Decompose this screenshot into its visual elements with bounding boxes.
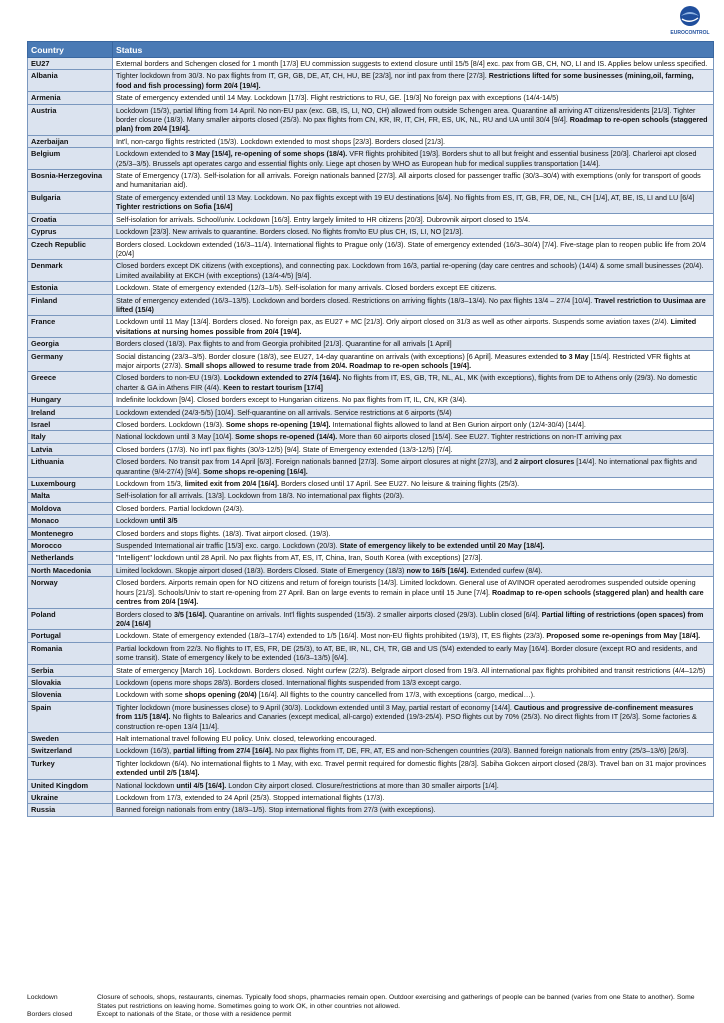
country-cell: Hungary (28, 394, 113, 406)
status-text: National lockdown (116, 780, 177, 790)
status-cell (113, 70, 714, 92)
status-highlight: 3 May [15/4], re-opening of some shops (18/4). (189, 149, 348, 159)
country-cell: Poland (28, 608, 113, 630)
status-text: Quarantine on arrivals. Int'l flights suspended (15/3). 2 smaller airports closed (29/3). Lublin closed [6/4]. (206, 609, 542, 619)
country-cell: Finland (28, 294, 113, 316)
status-text: Int'l, non-cargo flights restricted (15/3). Lockdown extended to most shops [23/3]. Borders closed [21/3]. (116, 136, 445, 146)
country-cell: North Macedonia (28, 564, 113, 576)
table-row (28, 745, 714, 757)
status-text: State of Emergency (17/3). Self-isolation for all arrivals. Foreign nationals banned [27/3]. All airports closed for passenger traffic (30/3–30/4) with exemptions (only for transport of goods and humanitarian aid). (116, 171, 701, 190)
status-text: More than 60 airports closed [15/4]. See EU27. Tighter restrictions on non-IT arriving pax (337, 432, 622, 442)
status-cell (113, 104, 714, 135)
status-text: Banned foreign nationals from entry (18/3–1/5). Stop international flights from 27/3 (with exceptions). (116, 805, 436, 815)
status-cell (113, 608, 714, 630)
table-row (28, 406, 714, 418)
status-highlight: shops opening (20/4) (184, 690, 257, 700)
table-row (28, 226, 714, 238)
table-row (28, 316, 714, 338)
table-row (28, 372, 714, 394)
logo-text: EUROCONTROL (670, 30, 710, 36)
status-highlight: limited exit from 20/4 [16/4]. (184, 479, 279, 489)
table-row (28, 490, 714, 502)
status-cell (113, 294, 714, 316)
status-text: International flights allowed to land at Ben Gurion airport only (12/4-30/4) [14/4]. (330, 420, 586, 429)
table-header-row (28, 42, 714, 58)
status-highlight: Partial lifting of restrictions (open spaces) from 20/4 [16/4] (116, 609, 704, 628)
status-text: Lockdown. State of emergency extended (12/3–1/5). Self-isolation for many arrivals. Closed borders except EE citizens. (116, 283, 497, 293)
status-cell (113, 282, 714, 294)
status-text: Lockdown (opens more shops 28/3). Borders closed. International flights suspended from 13/3 except cargo. (116, 677, 462, 687)
status-text: No flights from IT, ES, GB, TR, NL, AL, MK (with exceptions), flights from DE to Athens only (29/3). No domestic charter & GA in Athens FIR (4/4). (116, 373, 698, 392)
country-cell: France (28, 316, 113, 338)
status-text: Tighter lockdown (6/4). No international flights to 1 May, with exc. Travel permit required for domestic flights [28/3]. Sabiha Gokcen airport closed (28/3). Travel ban on 31 major provinces (116, 758, 707, 768)
status-text: Self-isolation for arrivals. School/univ. Lockdown [16/3]. Entry largely limited to HR citizens [20/3]. Dubrovnik airport closed to 15/4. (116, 214, 531, 224)
status-cell (113, 456, 714, 478)
status-text: Lockdown until 11 May [13/4]. Borders closed. No foreign pax, as EU27 + MC [21/3]. Orly airport closed on 31/3 as well as other airports. Suspends some aviation taxes (2/4). (116, 317, 671, 327)
table-row (28, 135, 714, 147)
status-text: Lockdown (16/3), (116, 746, 174, 756)
country-cell: Denmark (28, 260, 113, 282)
table-row (28, 664, 714, 676)
status-cell (113, 316, 714, 338)
header-country: Country (28, 42, 113, 58)
table-row (28, 170, 714, 192)
status-highlight: Some shops re-opening [19/4]. (225, 420, 331, 429)
status-cell (113, 515, 714, 527)
status-cell (113, 732, 714, 744)
status-cell (113, 792, 714, 804)
table-row (28, 431, 714, 443)
status-highlight: State of emergency likely to be extended until 20 May [18/4]. (339, 541, 545, 551)
table-row (28, 630, 714, 642)
status-cell (113, 564, 714, 576)
status-cell (113, 338, 714, 350)
status-highlight: to 3 May (559, 351, 589, 361)
status-text: Closed borders (17/3). No int'l pax flights (30/3-12/5) [9/4]. State of Emergency extended (13/3-12/5) [7/4]. (116, 444, 453, 454)
table-row (28, 70, 714, 92)
status-highlight: 3/5 [16/4]. (173, 609, 207, 619)
status-text: [15/4]. Restricted VFR flights at major airports (27/3). (116, 351, 691, 370)
header-status: Status (113, 42, 714, 58)
status-text: Lockdown extended to (116, 149, 190, 159)
status-cell (113, 642, 714, 664)
status-text: "Intelligent" lockdown until 28 April. No pax flights from AT, ES, IT, China, Iran, South Korea (with exceptions) [27/3]. (116, 553, 483, 563)
country-cell: Montenegro (28, 527, 113, 539)
status-cell (113, 226, 714, 238)
status-cell (113, 148, 714, 170)
table-row (28, 456, 714, 478)
status-text: Closed borders to non-EU (19/3). (116, 373, 224, 383)
status-text: Closed borders. No transit pax from 14 April [6/3]. Foreign nationals banned [27/3]. Some airport closures at night [27/3], and (116, 457, 514, 467)
country-cell: Lithuania (28, 456, 113, 478)
table-row (28, 676, 714, 688)
table-row (28, 419, 714, 431)
table-row (28, 394, 714, 406)
status-text: Lockdown. State of emergency extended (18/3–17/4) extended to 1/5 [16/4]. Most non-EU flights prohibited (19/3), IT, ES flights (23/3). (116, 631, 547, 641)
table-row (28, 338, 714, 350)
legend-item (27, 1011, 713, 1020)
status-text: No pax flights from IT, DE, FR, AT, ES and non-Schengen countries (20/3). Banned foreign nationals from entry (25/3–13/6) [26/3]. (273, 746, 689, 756)
table-row (28, 191, 714, 213)
status-highlight: 2 airport closures (513, 457, 575, 467)
status-cell (113, 804, 714, 816)
country-cell: Georgia (28, 338, 113, 350)
status-cell (113, 527, 714, 539)
country-cell: Latvia (28, 443, 113, 455)
table-row (28, 689, 714, 701)
country-cell: Israel (28, 419, 113, 431)
status-text: State of emergency extended until 14 May. Lockdown [17/3]. Flight restrictions to RU, GE. [19/3] No foreign pax with exceptions (14/4-14/5) (116, 93, 559, 103)
status-cell (113, 443, 714, 455)
status-cell (113, 213, 714, 225)
country-cell: Morocco (28, 540, 113, 552)
status-cell (113, 502, 714, 514)
country-cell: Netherlands (28, 552, 113, 564)
legend-definition: Closure of schools, shops, restaurants, cinemas. Typically food shops, pharmacies remain open. Outdoor exercising and gatherings of people can be banned (varies from one State to another). Some States put restrictions on leaving home. Sometimes going to work OK, in other countries not allowed. (97, 994, 695, 1010)
status-text: Limited lockdown. Skopje airport closed (18/3). Borders Closed. State of Emergency (18/3) (116, 565, 407, 575)
status-cell (113, 540, 714, 552)
table-row (28, 443, 714, 455)
status-text: State of emergency [March 16]. Lockdown. Borders closed. Night curfew (22/3). Belgrade airport closed from 19/3. All international pax flights prohibited and transit restrictions (4/4–12/5) (116, 665, 706, 675)
status-highlight: partial lifting from 27/4 [16/4]. (173, 746, 273, 756)
country-cell: Portugal (28, 630, 113, 642)
status-text: Closed borders. Partial lockdown (24/3). (116, 503, 244, 513)
status-text: Partial lockdown from 22/3. No flights to IT, ES, FR, DE (25/3), to AT, BE, IR, NL, CH, TR, GB and US (5/4) extended to early May [16/4]. Border closure (except RO and residents, and some transit). State of emergency likely to be extended (16/3–13/5) [6/4]. (116, 643, 698, 663)
country-cell: Luxembourg (28, 478, 113, 490)
status-highlight: extended until 2/5 [18/4]. (116, 768, 200, 778)
status-text: [14/4]. No international pax flights and quarantine (9/4-27/4) [9/4]. (116, 457, 697, 476)
country-cell: Estonia (28, 282, 113, 294)
table-row (28, 260, 714, 282)
status-text: Lockdown with some (116, 690, 185, 700)
country-cell: Italy (28, 431, 113, 443)
status-text: State of emergency extended (16/3–13/5). Lockdown and borders closed. Restrictions on arriving flights (18/3–13/4). No pax flights 13/4 – 27/4 [10/4]. (116, 295, 595, 305)
country-cell: Bosnia-Herzegovina (28, 170, 113, 192)
table-row (28, 757, 714, 779)
status-text: Lockdown extended (24/3-5/5) [10/4]. Self-quarantine on all arrivals. Service restrictions at 6 airports (5/4) (116, 407, 452, 417)
table-row (28, 92, 714, 104)
country-cell: Russia (28, 804, 113, 816)
table-body (28, 58, 714, 817)
status-highlight: Roadmap to re-open schools (staggered plan) from 20/4 [19/4]. (116, 115, 708, 134)
status-highlight: Some shops re-opening [16/4]. (203, 466, 308, 476)
country-cell: Norway (28, 577, 113, 608)
country-cell: Austria (28, 104, 113, 135)
table-row (28, 608, 714, 630)
status-cell (113, 260, 714, 282)
country-cell: Switzerland (28, 745, 113, 757)
status-highlight: Cautious and progressive de-confinement measures from 11/5 [18/4]. (116, 702, 694, 722)
country-status-table (27, 41, 714, 817)
status-cell (113, 490, 714, 502)
table-row (28, 58, 714, 70)
status-text: Borders closed. Lockdown extended (16/3–11/4). International flights to Prague only (16/3). State of emergency extended (16/3–30/4) [7/4]. Five-stage plan to reopen public life from 20/4 [20/4] (116, 239, 706, 258)
status-cell (113, 478, 714, 490)
status-highlight: until 3/5 (150, 516, 178, 526)
status-highlight: Roadmap to re-open schools (staggered plan) and health care centres from 20/4 [19/4]. (116, 587, 704, 607)
status-text: Self-isolation for all arrivals. [13/3]. Lockdown from 18/3. No international pax flights (20/3). (116, 491, 405, 501)
status-text: Closed borders and stops flights. (18/3). Tivat airport closed. (19/3). (116, 528, 331, 538)
status-text: Closed borders. Lockdown (19/3). (116, 420, 226, 429)
table-row (28, 282, 714, 294)
status-cell (113, 431, 714, 443)
status-text: Social distancing (23/3–3/5). Border closure (18/3), see EU27, 14-day quarantine on arrivals (with exceptions) [6 April]. Measures extended (116, 351, 560, 361)
status-highlight: now to 16/5 [16/4]. (406, 565, 469, 575)
status-text: Extended curfew (8/4). (468, 565, 543, 575)
status-highlight: Limited visitations at nursing homes possible from 20/4 [19/4]. (116, 317, 697, 336)
status-text: Tighter lockdown from 30/3. No pax flights from IT, GR, GB, DE, AT, CH, HU, BE [23/3], nor intl pax from there [27/3]. (116, 71, 489, 81)
status-highlight: Keen to restart tourism [17/4] (223, 382, 323, 392)
status-text: Halt international travel following EU policy. Univ. closed, teleworking encouraged. (116, 733, 377, 743)
country-cell: Albania (28, 70, 113, 92)
country-cell: Moldova (28, 502, 113, 514)
table-row (28, 502, 714, 514)
table-row (28, 350, 714, 372)
table-row (28, 804, 714, 816)
status-highlight: Proposed some re-openings from May [18/4]. (546, 631, 701, 641)
table-row (28, 701, 714, 732)
table-row (28, 478, 714, 490)
status-highlight: Small shops allowed to resume trade from 20/4. Roadmap to re-open schools [19/4]. (184, 360, 472, 370)
table-row (28, 213, 714, 225)
country-cell: Germany (28, 350, 113, 372)
status-text: Lockdown [23/3]. New arrivals to quarantine. Borders closed. No flights from/to EU plus CH, IS, LI, NO [21/3]. (116, 227, 464, 237)
status-cell (113, 676, 714, 688)
status-text: Borders closed until 17 April. See EU27. No leisure & training flights (25/3). (279, 479, 520, 489)
status-text: Lockdown from 15/3, (116, 479, 185, 489)
status-cell (113, 577, 714, 608)
status-cell (113, 664, 714, 676)
country-cell: Spain (28, 701, 113, 732)
table-row (28, 779, 714, 791)
status-highlight: until 4/5 [16/4]. (176, 780, 227, 790)
status-cell (113, 552, 714, 564)
status-highlight: Lockdown extended to 27/4 [16/4]. (223, 373, 341, 383)
status-cell (113, 419, 714, 431)
status-text: Borders closed (18/3). Pax flights to and from Georgia prohibited [21/3]. Quarantine for all arrivals [1 April] (116, 339, 452, 349)
country-cell: Sweden (28, 732, 113, 744)
country-cell: Turkey (28, 757, 113, 779)
status-cell (113, 170, 714, 192)
legend-term: Lockdown (27, 994, 58, 1001)
status-text: VFR flights prohibited [19/3]. Borders shut to all but freight and essential business [20/3]. Charleroi apt closed (25/3–3/5). Brussels apt operates cargo and essential flights only. Liege apt chosen by WHO as European hub for medical supplies transportation [14/4]. (116, 149, 697, 168)
table-row (28, 552, 714, 564)
country-cell: Slovakia (28, 676, 113, 688)
country-cell: Armenia (28, 92, 113, 104)
status-cell (113, 135, 714, 147)
status-text: Lockdown (116, 516, 151, 526)
country-cell: Ireland (28, 406, 113, 418)
legend-definition: Except to nationals of the State, or those with a residence permit (97, 1011, 292, 1019)
country-cell: Slovenia (28, 689, 113, 701)
table-row (28, 577, 714, 608)
status-text: Tighter lockdown (more businesses close) to 9 April (30/3). Lockdown extended until 3 May, partial restart of economy [14/4]. (116, 702, 514, 712)
status-cell (113, 701, 714, 732)
status-cell (113, 58, 714, 70)
status-cell (113, 406, 714, 418)
status-highlight: Restrictions lifted for some businesses (mining,oil, farming, food and fish processing) form 20/4 [19/4]. (116, 71, 694, 90)
country-cell: Belgium (28, 148, 113, 170)
status-text: Indefinite lockdown [9/4]. Closed borders except to Hungarian citizens. No pax flights from IT, IL, CN, KR (3/4). (116, 395, 467, 405)
status-cell (113, 630, 714, 642)
status-highlight: Tighter restrictions on Sofia [16/4] (116, 202, 233, 212)
table-row (28, 564, 714, 576)
status-highlight: Some shops re-opened (14/4). (235, 432, 338, 442)
country-cell: Greece (28, 372, 113, 394)
table-row (28, 148, 714, 170)
table-row (28, 104, 714, 135)
country-cell: EU27 (28, 58, 113, 70)
country-cell: Azerbaijan (28, 135, 113, 147)
table-row (28, 642, 714, 664)
status-cell (113, 191, 714, 213)
status-cell (113, 745, 714, 757)
status-text: Closed borders except DK citizens (with exceptions), and connecting pax. Lockdown from 16/3, partial re-opening (day care centres and schools) (14/4) & some small businesses (20/4). Limited availability at EKCH (with exceptions) (13/4-4/5) [9/4]. (116, 261, 704, 280)
eurocontrol-logo (670, 4, 710, 38)
status-text: Lockdown from 17/3, extended to 24 April (25/3). Stopped international flights (17/3). (116, 793, 385, 802)
country-cell: Czech Republic (28, 238, 113, 260)
country-cell: United Kingdom (28, 779, 113, 791)
status-text: Closed borders. Airports remain open for NO citizens and return of foreign tourists [14/3]. Limited lockdown. General use of AVINOR operated aerodromes suspended outside opening hours [21/3]. Schools/Univ to start re-opening from 27 April. Ban on large events to remain in place until 15 June [7/4]. (116, 578, 696, 597)
country-cell: Croatia (28, 213, 113, 225)
status-cell (113, 779, 714, 791)
legend-term: Borders closed (27, 1011, 73, 1019)
country-cell: Serbia (28, 664, 113, 676)
legend (27, 994, 713, 1020)
status-cell (113, 350, 714, 372)
status-cell (113, 92, 714, 104)
status-text: [16/4]. All flights to the country cancelled from 17/3, with exceptions (cargo, medical…). (256, 690, 536, 700)
table-row (28, 792, 714, 804)
status-cell (113, 394, 714, 406)
status-text: External borders and Schengen closed for 1 month [17/3] EU commission suggests to extend closure until 15/5 [8/4] exc. pax from GB, CH, NO, LI and IS. Applies below unless specified. (116, 59, 708, 68)
status-text: Lockdown (15/3), partial lifting from 14 April. No non-EU pax (exc. GB, IS, LI, NO, CH) allowed from outside Schengen area. Quarantine all arriving AT citizens/residents [21/3]. Tighter border closure (18/3). Many smaller airports closed (25/3). No pax flights from CN, KR, IR, IT, CH, FR, ES, UK, NL, RU and UA until 30/4 [9/4]. (116, 105, 696, 125)
status-cell (113, 757, 714, 779)
table-row (28, 515, 714, 527)
status-text: State of emergency extended until 13 May. Lockdown. No pax flights except with 19 EU destinations [6/4]. No flights from ES, IT, GB, FR, DE, NL, CH [1/4], AT, BE, IS, LI and LU [6/4] (116, 192, 695, 202)
status-highlight: Travel restriction to Uusimaa are lifted (15/4) (116, 295, 706, 314)
status-cell (113, 372, 714, 394)
country-cell: Malta (28, 490, 113, 502)
status-cell (113, 238, 714, 260)
status-text: Suspended International air traffic [15/3] exc. cargo. Lockdown (20/3). (116, 541, 340, 551)
table-row (28, 540, 714, 552)
table-row (28, 294, 714, 316)
table-row (28, 238, 714, 260)
status-text: London City airport closed. Closure/restrictions at more than 30 smaller airports [1/4]. (226, 780, 499, 790)
country-cell: Ukraine (28, 792, 113, 804)
table-row (28, 732, 714, 744)
country-cell: Bulgaria (28, 191, 113, 213)
status-text: No flights to Balearics and Canaries (except medical, all-cargo) extended (19/3-25/4). PSO flights cut by 70% (25/3). No direct flights from IT [26/3]. Some factories & construction re-open 13/4 [11/4]. (116, 712, 697, 731)
status-cell (113, 689, 714, 701)
country-cell: Monaco (28, 515, 113, 527)
table-row (28, 527, 714, 539)
status-text: National lockdown until 3 May [10/4]. (116, 432, 236, 442)
legend-item (27, 994, 713, 1011)
status-text: Borders closed to (116, 609, 174, 619)
country-cell: Cyprus (28, 226, 113, 238)
country-cell: Romania (28, 642, 113, 664)
